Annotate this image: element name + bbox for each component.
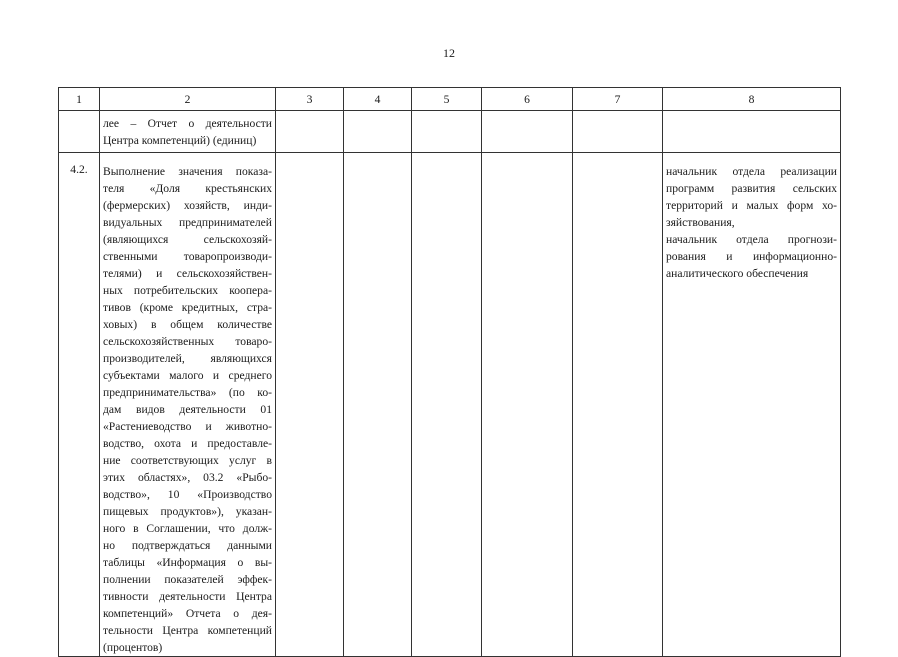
text-line: начальник отдела прогнози- xyxy=(666,233,837,246)
text-line: но подтверждаться данными xyxy=(103,539,272,552)
text-line: водство, охота и предоставле- xyxy=(103,437,272,450)
column-header: 3 xyxy=(276,88,344,111)
table-row xyxy=(59,153,841,657)
empty-cell xyxy=(276,111,344,153)
text-line: полнении показателей эффек- xyxy=(103,573,272,586)
text-line: компетенций» Отчета о дея- xyxy=(103,607,272,620)
empty-cell xyxy=(482,153,573,657)
column-header: 6 xyxy=(482,88,573,111)
text-line: предпринимательства» (по ко- xyxy=(103,386,272,399)
text-line: ховых) в общем количестве xyxy=(103,318,272,331)
plan-table xyxy=(58,87,841,657)
text-line: лее – Отчет о деятельности xyxy=(103,117,272,130)
text-line: этих областях», 03.2 «Рыбо- xyxy=(103,471,272,484)
text-line: ного в Соглашении, что долж- xyxy=(103,522,272,535)
empty-cell xyxy=(344,111,412,153)
empty-cell xyxy=(412,111,482,153)
table-row xyxy=(59,111,841,153)
text-line: Выполнение значения показа- xyxy=(103,165,272,178)
column-header: 5 xyxy=(412,88,482,111)
empty-cell xyxy=(482,111,573,153)
text-line: (являющихся сельскохозяй- xyxy=(103,233,272,246)
text-line: теля «Доля крестьянских xyxy=(103,182,272,195)
text-line: производителей, являющихся xyxy=(103,352,272,365)
column-header: 1 xyxy=(59,88,100,111)
empty-cell xyxy=(344,153,412,657)
column-header: 4 xyxy=(344,88,412,111)
text-line: тельности Центра компетенций xyxy=(103,624,272,637)
text-line: дам видов деятельности 01 xyxy=(103,403,272,416)
column-header: 7 xyxy=(573,88,663,111)
text-line: территорий и малых форм хо- xyxy=(666,199,837,212)
text-line: «Растениеводство и животно- xyxy=(103,420,272,433)
text-line: видуальных предпринимателей xyxy=(103,216,272,229)
text-line: рования и информационно- xyxy=(666,250,837,263)
header-row xyxy=(59,88,841,111)
text-line: субъектами малого и среднего xyxy=(103,369,272,382)
text-line: зяйствования, xyxy=(666,216,735,229)
text-line: программ развития сельских xyxy=(666,182,837,195)
empty-cell xyxy=(276,153,344,657)
column-header: 2 xyxy=(100,88,276,111)
page-number: 12 xyxy=(443,46,455,60)
text-line: ственными товаропроизводи- xyxy=(103,250,272,263)
text-line: (процентов) xyxy=(103,641,163,654)
text-line: Центра компетенций) (единиц) xyxy=(103,134,257,147)
row-responsible xyxy=(663,111,841,153)
row-responsible xyxy=(663,153,841,657)
row-number: 4.2. xyxy=(59,153,100,657)
text-line: тивности деятельности Центра xyxy=(103,590,272,603)
row-description xyxy=(100,153,276,657)
row-description xyxy=(100,111,276,153)
text-line: ных потребительских коопера- xyxy=(103,284,272,297)
row-number xyxy=(59,111,100,153)
text-line: сельскохозяйственных товаро- xyxy=(103,335,272,348)
text-line: водство», 10 «Производство xyxy=(103,488,272,501)
text-line: начальник отдела реализации xyxy=(666,165,837,178)
text-line: тивов (кроме кредитных, стра- xyxy=(103,301,272,314)
text-line: телями) и сельскохозяйствен- xyxy=(103,267,272,280)
text-line: пищевых продуктов»), указан- xyxy=(103,505,272,518)
empty-cell xyxy=(412,153,482,657)
column-header: 8 xyxy=(663,88,841,111)
text-line: таблицы «Информация о вы- xyxy=(103,556,272,569)
empty-cell xyxy=(573,111,663,153)
text-line: ние соответствующих услуг в xyxy=(103,454,272,467)
empty-cell xyxy=(573,153,663,657)
text-line: аналитического обеспечения xyxy=(666,267,809,280)
text-line: (фермерских) хозяйств, инди- xyxy=(103,199,272,212)
